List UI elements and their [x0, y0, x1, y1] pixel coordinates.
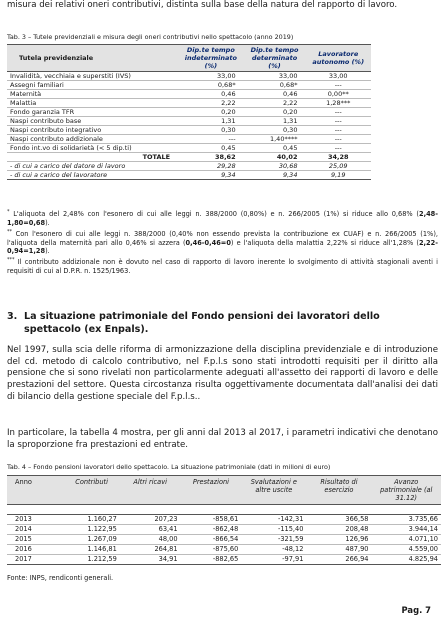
table4-header-cell: Anno: [7, 476, 63, 505]
table3-footnotes: [7, 208, 438, 276]
table-cell: Invalidità, vecchiaia e superstiti (IVS): [7, 72, 178, 81]
table-cell: 2014: [7, 525, 63, 535]
table-cell: -866,54: [181, 535, 242, 545]
footnote-text: ) e l'aliquota della malattia 2,22% si riduce all'1,28% (: [230, 238, 419, 247]
table-cell: 0,20: [244, 108, 306, 117]
table-cell: 1,31: [244, 117, 306, 126]
table-cell: 208,48: [306, 525, 371, 535]
table-cell: 2013: [7, 515, 63, 525]
table-cell: 1,31: [178, 117, 244, 126]
table4-header-cell: Svalutazioni e altre uscite: [241, 476, 306, 505]
table-row: [7, 545, 441, 555]
table-cell: 2016: [7, 545, 63, 555]
table4-caption: Tab. 4 – Fondo pensioni lavoratori dello spettacolo. La situazione patrimoniale (dati in milioni di euro): [7, 463, 331, 471]
table-cell: 1,28***: [305, 99, 371, 108]
table-cell: 207,23: [120, 515, 181, 525]
footnote-formula: 0,46-0,46=0: [185, 238, 231, 247]
table-cell: 48,00: [120, 535, 181, 545]
table3-header-cell: Tutela previdenziale: [7, 45, 178, 72]
table-row: [7, 108, 371, 117]
section-number: 3.: [7, 311, 18, 322]
table-cell: 33,00: [178, 72, 244, 81]
table-cell: Malattia: [7, 99, 178, 108]
table-cell: 1,40****: [244, 135, 306, 144]
table-cell: Assegni familiari: [7, 81, 178, 90]
table-row: [7, 144, 371, 153]
table-cell: -142,31: [241, 515, 306, 525]
table-cell: 1.160,27: [63, 515, 119, 525]
table-cell: 2017: [7, 555, 63, 565]
table-cell: 34,28: [305, 153, 371, 162]
table-cell: 25,09: [305, 162, 371, 171]
table-cell: ---: [305, 126, 371, 135]
table-cell: 0,68*: [178, 81, 244, 90]
table-row: [7, 126, 371, 135]
table-cell: Naspi contributo integrativo: [7, 126, 178, 135]
table-cell: 0,46: [178, 90, 244, 99]
table-cell: 38,62: [178, 153, 244, 162]
page-number: Pag. 7: [401, 605, 431, 615]
table-cell: ---: [305, 135, 371, 144]
table-row: [7, 90, 371, 99]
footnote: *** Il contributo addizionale non è dovuto nel caso di rapporto di lavoro inerente lo svolgimento di attività stagionali aventi i requisiti di cui al D.P.R. n. 1525/1963.: [7, 257, 438, 276]
section-title: La situazione patrimoniale del Fondo pensioni dei lavoratori dello spettacolo (ex Enpals).: [24, 311, 380, 335]
section-heading: [7, 311, 435, 336]
table-cell: 29,28: [178, 162, 244, 171]
table-cell: 0,45: [178, 144, 244, 153]
table-cell: 266,94: [306, 555, 371, 565]
table-cell: -321,59: [241, 535, 306, 545]
footnote-text: L'aliquota del 2,48% con l'esonero di cui alle leggi n. 388/2000 (0,80%) e n. 266/2005 (1%) si riduce allo 0,68% (: [13, 210, 419, 219]
table-cell: 33,00: [305, 72, 371, 81]
table-cell: -875,60: [181, 545, 242, 555]
table4-header-cell: Altri ricavi: [120, 476, 181, 505]
footnote-text: Il contributo addizionale non è dovuto nel caso di rapporto di lavoro inerente lo svolgimento di attività stagionali aventi i requisiti di cui al D.P.R. n. 1525/1963.: [7, 258, 438, 276]
table-cell: 2,22: [178, 99, 244, 108]
table-cell: -858,61: [181, 515, 242, 525]
table-cell: - di cui a carico del lavoratore: [7, 171, 178, 180]
table4-header-cell: Avanzo patrimoniale (al 31.12): [372, 476, 442, 505]
table-cell: -862,48: [181, 525, 242, 535]
table-cell: 3.735,66: [372, 515, 442, 525]
table-cell: 4.071,10: [372, 535, 442, 545]
table-cell: 2,22: [244, 99, 306, 108]
table4-header-cell: Prestazioni: [181, 476, 242, 505]
table-cell: Fondo garanzia TFR: [7, 108, 178, 117]
table-cell: ---: [305, 81, 371, 90]
table-cell: 40,02: [244, 153, 306, 162]
table-cell: - di cui a carico del datore di lavoro: [7, 162, 178, 171]
table-cell: 3.944,14: [372, 525, 442, 535]
table3-subtotal-row: [7, 162, 371, 171]
body-paragraph: Nel 1997, sulla scia delle riforma di armonizzazione della disciplina previdenziale e di introduzione del cd. metodo di calcolo contributivo, nel F.p.l.s sono stati introdotti requisiti per il diritto alla pensione che si sono rivelati non particolarmente adeguati all'assetto dei rapporti di lavoro e delle prestazioni del settore. Questa circostanza risulta oggettivamente documentata dall'analisi dei dati di bilancio della gestione speciale del F.p.l.s..: [7, 345, 438, 402]
table-cell: 0,46: [244, 90, 306, 99]
table-cell: 0,30: [244, 126, 306, 135]
table3-header-cell: Dip.te tempo determinato (%): [244, 45, 306, 72]
table4-header-cell: Contributi: [63, 476, 119, 505]
table-cell: 1.122,95: [63, 525, 119, 535]
table-cell: -115,40: [241, 525, 306, 535]
table4-source: Fonte: INPS, rendiconti generali.: [7, 574, 114, 582]
table-cell: 0,68*: [244, 81, 306, 90]
table-row: [7, 515, 441, 525]
table-cell: 0,00**: [305, 90, 371, 99]
table-row: [7, 555, 441, 565]
footnote-text: ).: [45, 247, 50, 256]
table-cell: -48,12: [241, 545, 306, 555]
table-cell: 4.825,94: [372, 555, 442, 565]
table-row: [7, 535, 441, 545]
table-row: [7, 72, 371, 81]
table-row: [7, 117, 371, 126]
table-cell: 1.146,81: [63, 545, 119, 555]
table-cell: ---: [178, 135, 244, 144]
table-cell: Maternità: [7, 90, 178, 99]
table-cell: 9,34: [244, 171, 306, 180]
table-cell: 264,81: [120, 545, 181, 555]
table-cell: ---: [305, 144, 371, 153]
table-cell: 34,91: [120, 555, 181, 565]
table-cell: 9,34: [178, 171, 244, 180]
footnote-text: ).: [45, 218, 50, 227]
table3-subtotal-row: [7, 171, 371, 180]
table-cell: 30,68: [244, 162, 306, 171]
table-cell: 2015: [7, 535, 63, 545]
table3-header-row: [7, 45, 371, 72]
table-row: [7, 135, 371, 144]
table-cell: 487,90: [306, 545, 371, 555]
table-cell: 0,30: [178, 126, 244, 135]
footnote-formula: 2,48-1,80=0,68: [7, 210, 438, 227]
table-row: [7, 525, 441, 535]
footnote-text: Con l'esonero di cui alle leggi n. 388/2000 (0,40% non essendo prevista la contribuzione ex CUAF) e n. 266/2005 (1%), l'aliquota della maternità pari allo 0,46% si azzera (: [7, 230, 438, 247]
table4-header-row: [7, 476, 441, 505]
footnote: ** Con l'esonero di cui alle leggi n. 388/2000 (0,40% non essendo prevista la contribuzione ex CUAF) e n. 266/2005 (1%), l'aliquota della maternità pari allo 0,46% si azzera (0,46-0,46=0) e l'aliquota della malattia 2,22% si riduce all'1,28% (2,22-0,94=1,28).: [7, 228, 438, 256]
table4-header-cell: Risultato di esercizio: [306, 476, 371, 505]
table-cell: 63,41: [120, 525, 181, 535]
table-cell: ---: [305, 108, 371, 117]
table-cell: 0,20: [178, 108, 244, 117]
table-cell: Naspi contributo base: [7, 117, 178, 126]
body-paragraph: In particolare, la tabella 4 mostra, per gli anni dal 2013 al 2017, i parametri indicativi che denotano la sproporzione fra prestazioni ed entrate.: [7, 428, 438, 450]
table-cell: 366,58: [306, 515, 371, 525]
intro-paragraph: misura dei relativi oneri contributivi, distinta sulla base della natura del rapporto di lavoro.: [7, 0, 398, 10]
table-cell: 1.212,59: [63, 555, 119, 565]
table3-total-row: [7, 153, 371, 162]
table-cell: Fondo int.vo di solidarietà (< 5 dip.ti): [7, 144, 178, 153]
footnote-formula: 2,22-0,94=1,28: [7, 238, 438, 256]
table-cell: -882,65: [181, 555, 242, 565]
footnote: * L'aliquota del 2,48% con l'esonero di cui alle leggi n. 388/2000 (0,80%) e n. 266/2005 (1%) si riduce allo 0,68% (2,48-1,80=0,68).: [7, 209, 438, 227]
table-cell: 126,96: [306, 535, 371, 545]
table-cell: 1.267,09: [63, 535, 119, 545]
table-cell: Naspi contributo addizionale: [7, 135, 178, 144]
table-cell: -97,91: [241, 555, 306, 565]
table-cell: 9,19: [305, 171, 371, 180]
table3-header-cell: Dip.te tempo indeterminato (%): [178, 45, 244, 72]
table-cell: 33,00: [244, 72, 306, 81]
table3-header-cell: Lavoratore autonomo (%): [305, 45, 371, 72]
table4-financials: [7, 475, 441, 565]
table-cell: 4.559,00: [372, 545, 442, 555]
table3-caption: Tab. 3 – Tutele previdenziali e misura degli oneri contributivi nello spettacolo (anno 2019): [7, 33, 294, 41]
table-cell: ---: [305, 117, 371, 126]
table-cell: TOTALE: [7, 153, 178, 162]
table4-spacer-row: [7, 505, 441, 515]
table-row: [7, 81, 371, 90]
table3-contributions: [7, 44, 371, 180]
table-cell: 0,45: [244, 144, 306, 153]
table-row: [7, 99, 371, 108]
